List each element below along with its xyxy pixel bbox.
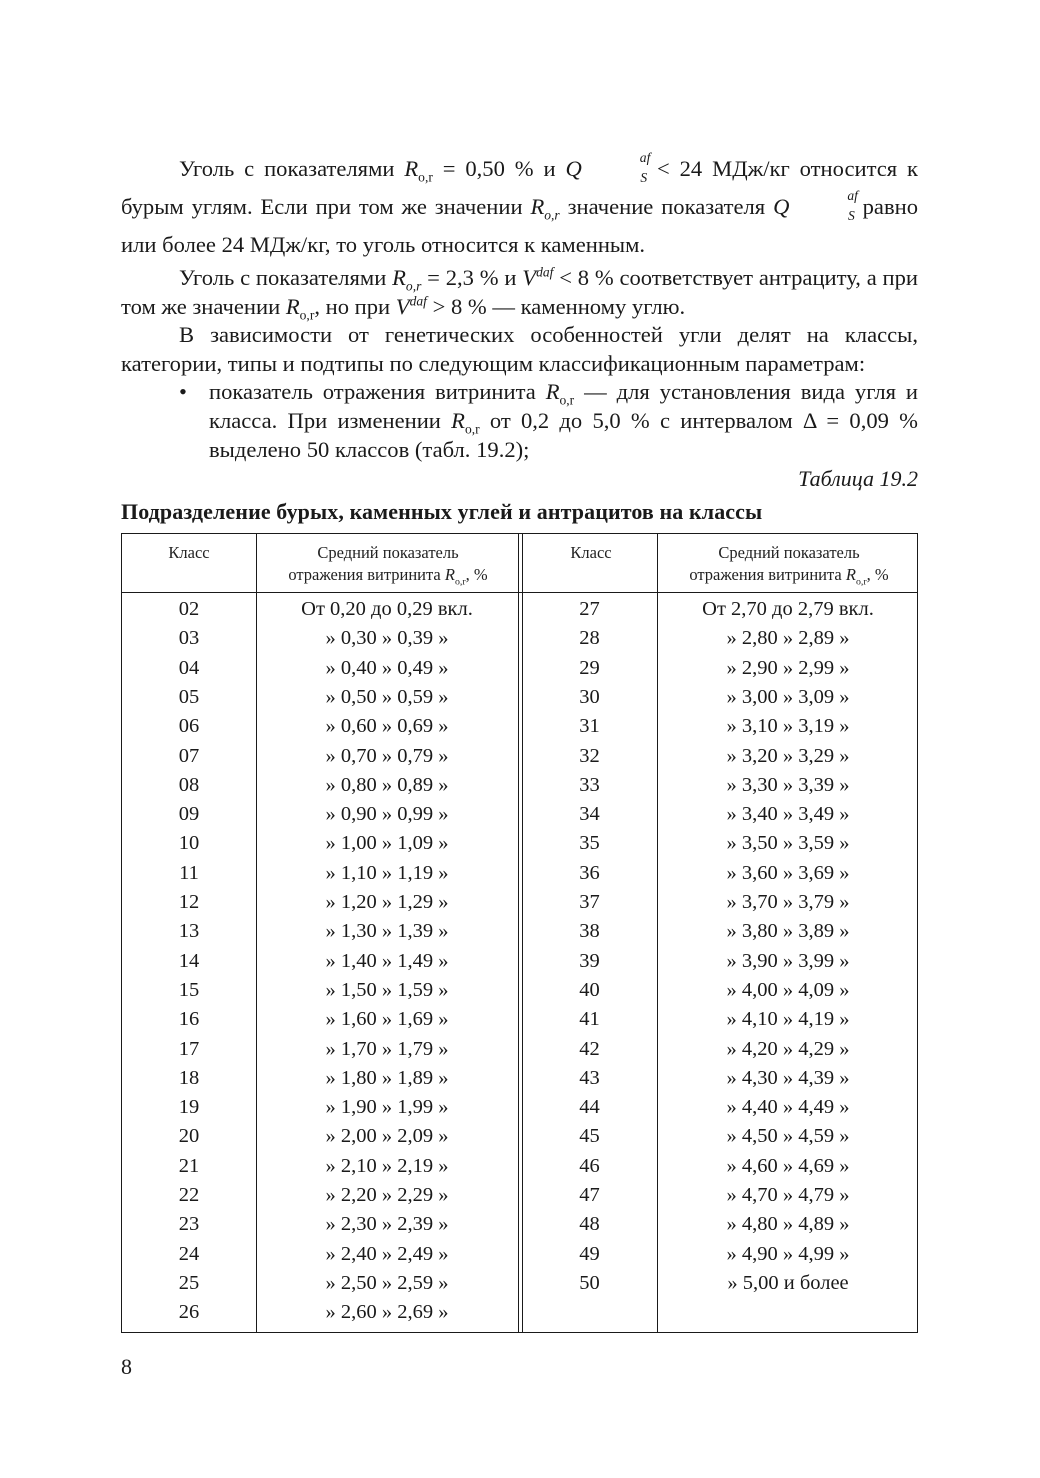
cell-value-left: » 0,90 » 0,99 »: [325, 803, 449, 826]
cell-class-right: 34: [579, 803, 600, 826]
cell-class-right: 43: [579, 1066, 600, 1089]
cell-value-right: » 4,60 » 4,69 »: [726, 1154, 850, 1177]
p2-text-e: > 8 % — каменному углю.: [426, 293, 686, 319]
cell-class-left: 20: [178, 1125, 200, 1148]
p2-text-d: , но при: [314, 293, 396, 319]
cell-value-right: » 3,70 » 3,79 »: [726, 891, 850, 913]
cell-class-left: 15: [178, 978, 200, 1001]
cell-class-right: 42: [579, 1037, 600, 1060]
cell-value-right: » 3,80 » 3,89 »: [726, 920, 850, 943]
cell-class-right: 45: [579, 1125, 600, 1148]
p2-symbol-r2: R: [285, 293, 300, 319]
cell-class-left: 04: [178, 656, 200, 679]
cell-value-right: » 3,50 » 3,59 »: [726, 832, 850, 855]
table-row: [122, 1213, 917, 1242]
p2-symbol-v2: V: [395, 293, 410, 319]
cell-value-right: » 3,20 » 3,29 »: [726, 744, 850, 767]
table-row: [122, 1243, 917, 1272]
table-row: [122, 598, 917, 627]
paragraph-3: В зависимости от генетических особенностей угли делят на классы, категории, типы и подтипы по следующим классификационным параметрам:: [121, 322, 918, 376]
p1-text-c: < 24 МДж/кг относится к бурым углям. Если при том же значении: [121, 156, 919, 219]
table-row: [122, 1067, 917, 1096]
cell-class-right: 39: [579, 949, 600, 972]
cell-value-right: » 4,30 » 4,39 »: [726, 1066, 850, 1089]
cell-class-right: 31: [579, 715, 600, 738]
cell-value-right: » 2,80 » 2,89 »: [726, 627, 850, 650]
p1-q-indices: [582, 150, 651, 188]
cell-value-left: » 0,50 » 0,59 »: [325, 685, 449, 708]
p2-symbol-v: V: [522, 265, 537, 290]
p2-symbol-r-sub: o,r: [405, 278, 422, 294]
cell-class-right: 41: [579, 1008, 600, 1031]
p1-text-b: = 0,50 % и: [432, 156, 566, 181]
cell-value-left: » 2,30 » 2,39 »: [325, 1213, 449, 1236]
bullet-symbol-r2: R: [451, 407, 465, 433]
table-row: [122, 803, 917, 832]
p2-text-a: Уголь с показателями: [179, 265, 393, 290]
cell-class-right: 40: [579, 978, 600, 1001]
cell-value-left: » 2,40 » 2,49 »: [325, 1242, 449, 1265]
cell-value-right: » 3,90 » 3,99 »: [726, 949, 850, 972]
cell-value-left: » 0,40 » 0,49 »: [325, 656, 449, 679]
page-number: 8: [121, 1354, 132, 1379]
cell-class-right: 33: [579, 773, 600, 796]
cell-value-left: » 1,80 » 1,89 »: [325, 1066, 449, 1089]
p1-symbol-r2: R: [530, 194, 545, 219]
cell-value-right: » 3,40 » 3,49 »: [726, 803, 850, 826]
cell-class-left: 22: [178, 1184, 200, 1206]
cell-value-right: » 5,00 и более: [727, 1271, 849, 1294]
cell-class-right: 32: [579, 744, 600, 767]
bullet-item: [121, 378, 918, 464]
cell-class-left: 19: [178, 1096, 200, 1119]
bullet-symbol-r: R: [545, 379, 560, 405]
table-header: [122, 534, 917, 593]
table-row: [122, 715, 917, 744]
table-row: [122, 1125, 917, 1154]
bullet-text-b: — для установления вида угля и класса. При изменении: [209, 379, 918, 433]
cell-class-right: 47: [579, 1184, 600, 1206]
header-value-left-r: R: [444, 565, 455, 584]
cell-value-left: » 1,70 » 1,79 »: [325, 1037, 449, 1060]
cell-class-left: 25: [178, 1271, 200, 1294]
cell-value-left: » 0,30 » 0,39 »: [325, 627, 449, 650]
cell-value-right: » 4,70 » 4,79 »: [726, 1184, 850, 1206]
cell-class-left: 02: [178, 598, 200, 620]
cell-class-left: 05: [178, 685, 200, 708]
cell-value-left: » 0,80 » 0,89 »: [325, 773, 449, 796]
cell-class-left: 13: [178, 920, 200, 943]
table-row: [122, 1008, 917, 1037]
cell-value-right: От 2,70 до 2,79 вкл.: [702, 598, 874, 620]
cell-value-right: » 4,20 » 4,29 »: [726, 1037, 850, 1060]
p2-text-c: < 8 % соответствует антрациту, а при том же значении: [121, 265, 918, 319]
cell-class-left: 18: [178, 1066, 200, 1089]
p1-symbol-q: Q: [565, 156, 582, 181]
p1-q2-indices: [789, 188, 858, 226]
paragraph-1: [121, 150, 918, 264]
table-row: [122, 1096, 917, 1125]
p1-symbol-r2-sub: o,r: [544, 207, 560, 223]
p1-symbol-r: R: [404, 156, 419, 181]
cell-class-right: 36: [579, 861, 600, 884]
table-row: [122, 920, 917, 949]
classes-table: [121, 533, 918, 1333]
cell-value-left: » 0,60 » 0,69 »: [325, 715, 449, 738]
header-value-right: [658, 542, 920, 586]
cell-class-right: 48: [579, 1213, 600, 1236]
cell-value-left: » 2,60 » 2,69 »: [325, 1301, 449, 1324]
table-row: [122, 1038, 917, 1067]
table-caption: Таблица 19.2: [798, 466, 918, 491]
cell-class-right: 50: [579, 1271, 600, 1294]
cell-class-right: 35: [579, 832, 600, 855]
cell-class-left: 26: [178, 1301, 200, 1324]
table-row: [122, 862, 917, 891]
cell-value-left: » 2,10 » 2,19 »: [325, 1154, 449, 1177]
cell-class-left: 06: [178, 715, 200, 738]
cell-class-left: 23: [178, 1213, 200, 1236]
cell-value-left: » 0,70 » 0,79 »: [325, 744, 449, 767]
cell-class-left: 03: [178, 627, 200, 650]
cell-class-left: 12: [178, 891, 200, 913]
p2-symbol-r2-sub: o,r: [299, 307, 315, 323]
cell-value-right: » 3,00 » 3,09 »: [726, 685, 850, 708]
p2-symbol-v2-sup: daf: [409, 293, 427, 309]
cell-value-left: » 1,60 » 1,69 »: [325, 1008, 449, 1031]
cell-value-left: » 2,50 » 2,59 »: [325, 1271, 449, 1294]
cell-value-right: » 3,10 » 3,19 »: [726, 715, 850, 738]
cell-class-left: 24: [178, 1242, 200, 1265]
header-value-right-r: R: [845, 565, 856, 584]
cell-class-right: 46: [579, 1154, 600, 1177]
table-row: [122, 686, 917, 715]
p1-symbol-q-sub: S: [640, 169, 648, 185]
table-row: [122, 891, 917, 920]
cell-class-left: 14: [178, 949, 200, 972]
bullet-symbol-r2-sub: o,r: [464, 421, 480, 437]
cell-value-left: » 2,00 » 2,09 »: [325, 1125, 449, 1148]
header-value-left-r-sub: o,r: [454, 576, 466, 588]
cell-value-right: » 4,40 » 4,49 »: [726, 1096, 850, 1119]
cell-value-right: » 2,90 » 2,99 »: [726, 656, 850, 679]
header-value-left-line1: Средний показатель: [317, 543, 459, 562]
cell-class-left: 08: [178, 773, 200, 796]
cell-class-right: 28: [579, 627, 600, 650]
header-class-left: Класс: [168, 543, 210, 562]
p2-symbol-v-sup: daf: [536, 264, 554, 280]
p2-symbol-r: R: [392, 265, 406, 290]
cell-class-left: 16: [178, 1008, 200, 1031]
header-value-right-r-sub: o,r: [855, 576, 867, 588]
cell-value-right: » 3,30 » 3,39 »: [726, 773, 850, 796]
bullet-dot-icon: •: [179, 379, 187, 405]
header-value-left-unit: , %: [465, 565, 488, 584]
bullet-text-c: от 0,2 до 5,0 % с интервалом Δ = 0,09 % выделено 50 классов (табл. 19.2);: [209, 407, 918, 462]
cell-class-left: 11: [179, 861, 199, 884]
bullet-text-a: показатель отражения витринита: [209, 379, 546, 405]
table-row: [122, 1184, 917, 1213]
cell-value-right: » 4,00 » 4,09 »: [726, 978, 850, 1001]
cell-value-right: » 4,10 » 4,19 »: [726, 1008, 850, 1031]
p1-text-a: Уголь с показателями: [179, 156, 405, 181]
table-row: [122, 832, 917, 861]
cell-class-right: 44: [579, 1096, 600, 1119]
cell-value-left: » 1,90 » 1,99 »: [325, 1096, 449, 1119]
header-class-right: Класс: [570, 543, 612, 562]
header-value-right-unit: , %: [866, 565, 889, 584]
p1-text-e: равно или более 24 МДж/кг, то уголь относится к каменным.: [121, 194, 918, 257]
body-text: [121, 150, 918, 464]
header-value-right-line2: отражения витринита: [689, 565, 846, 584]
cell-value-right: » 4,90 » 4,99 »: [726, 1242, 850, 1265]
cell-value-right: » 3,60 » 3,69 »: [726, 861, 850, 884]
paragraph-2: [121, 264, 918, 321]
table-row: [122, 1272, 917, 1301]
p1-symbol-q2-sub: S: [847, 207, 855, 223]
bullet-symbol-r-sub: o,r: [559, 392, 575, 408]
cell-class-right: 37: [579, 891, 600, 913]
cell-value-right: » 4,50 » 4,59 »: [726, 1125, 850, 1148]
cell-value-left: » 1,50 » 1,59 »: [325, 978, 449, 1001]
table-row: [122, 627, 917, 656]
cell-class-right: 49: [579, 1242, 600, 1265]
cell-value-left: » 1,20 » 1,29 »: [325, 891, 449, 913]
table-row: [122, 657, 917, 686]
cell-value-left: » 1,10 » 1,19 »: [325, 861, 449, 884]
header-value-left-line2: отражения витринита: [288, 565, 445, 584]
cell-class-left: 17: [178, 1037, 200, 1060]
p1-symbol-r-sub: o,r: [418, 169, 433, 185]
cell-class-right: 38: [579, 920, 600, 943]
table-title: Подразделение бурых, каменных углей и антрацитов на классы: [121, 499, 763, 524]
table-row: [122, 1301, 917, 1330]
cell-value-left: От 0,20 до 0,29 вкл.: [301, 598, 473, 620]
cell-class-right: 27: [579, 598, 600, 620]
table-row: [122, 979, 917, 1008]
cell-value-left: » 1,30 » 1,39 »: [325, 920, 449, 943]
table-row: [122, 950, 917, 979]
p1-symbol-q2: Q: [773, 194, 790, 219]
p1-text-d: значение показателя: [559, 194, 774, 219]
p2-text-b: = 2,3 % и: [421, 265, 523, 290]
cell-class-left: 09: [178, 803, 200, 826]
cell-class-left: 21: [178, 1154, 200, 1177]
cell-value-left: » 1,00 » 1,09 »: [325, 832, 449, 855]
table-row: [122, 774, 917, 803]
p1-symbol-q2-sup: af: [847, 188, 858, 204]
cell-class-right: 29: [579, 656, 600, 679]
table-row: [122, 745, 917, 774]
cell-value-left: » 2,20 » 2,29 »: [325, 1184, 449, 1206]
table-row: [122, 1155, 917, 1184]
p1-symbol-q-sup: af: [639, 150, 651, 166]
cell-class-left: 07: [178, 744, 200, 767]
header-value-left: [256, 542, 520, 586]
cell-class-left: 10: [178, 832, 200, 855]
cell-value-right: » 4,80 » 4,89 »: [726, 1213, 850, 1236]
cell-value-left: » 1,40 » 1,49 »: [325, 949, 449, 972]
header-value-right-line1: Средний показатель: [718, 543, 860, 562]
cell-class-right: 30: [579, 685, 600, 708]
